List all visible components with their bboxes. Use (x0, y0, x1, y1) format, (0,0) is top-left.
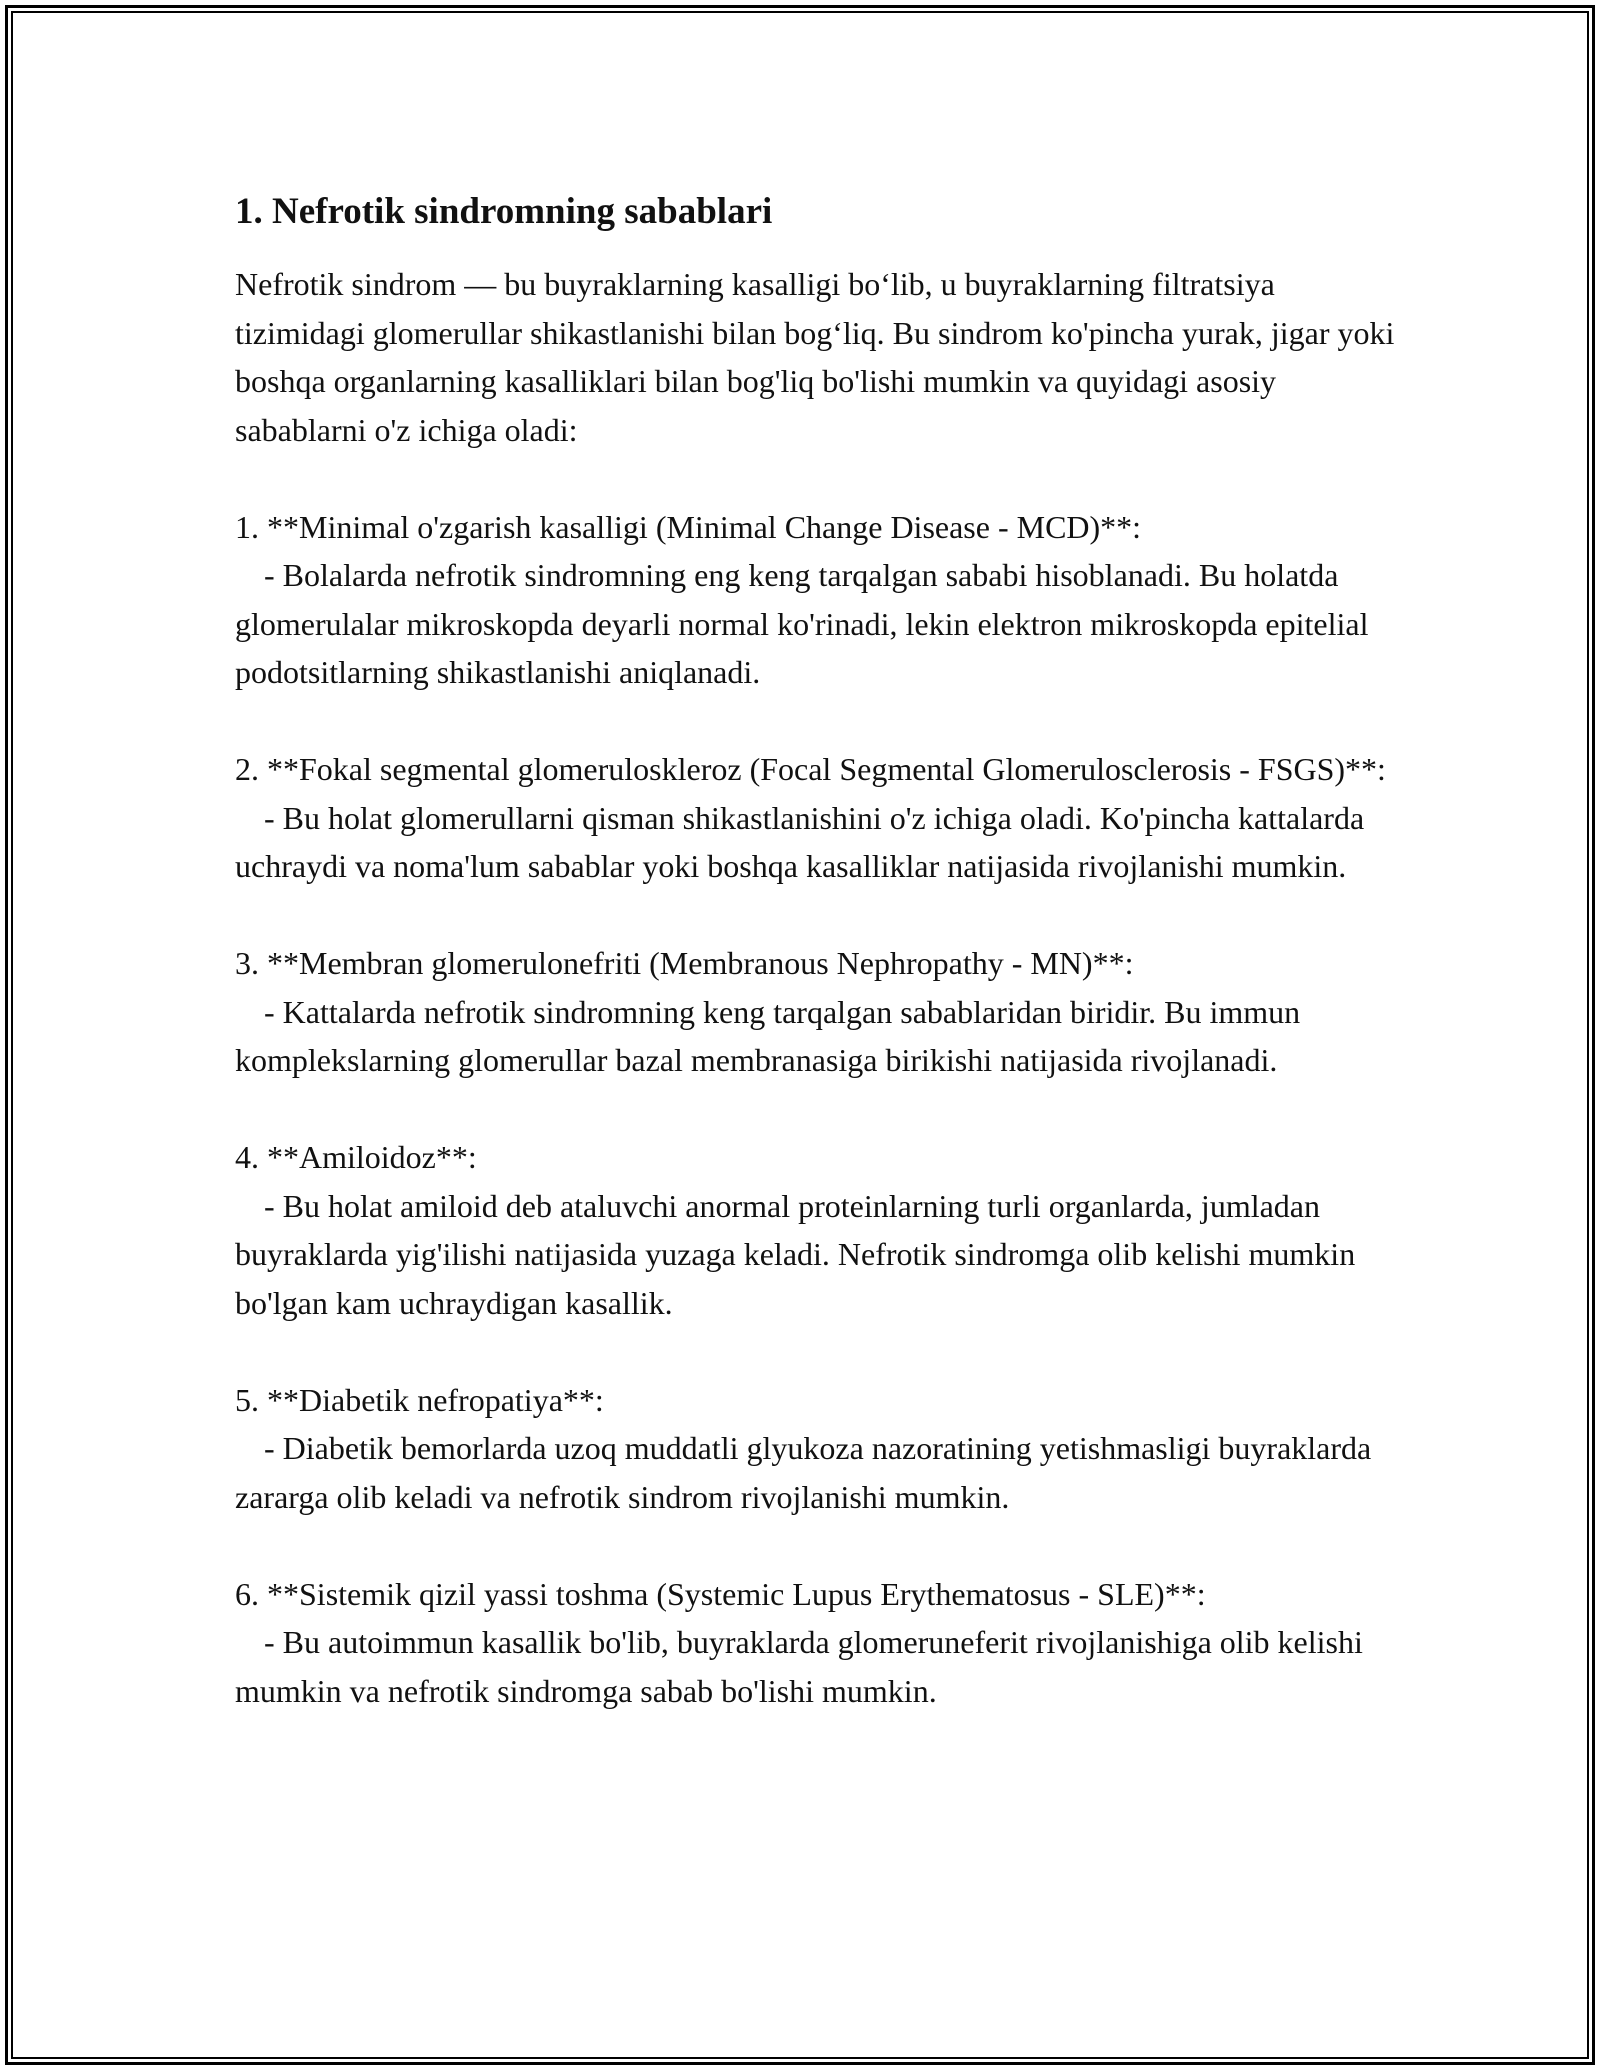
cause-description: - Bu autoimmun kasallik bo'lib, buyraklarda glomeruneferit rivojlanishiga olib kelishi mumkin va nefrotik sindromga sabab bo'lishi mumkin. (235, 1624, 1363, 1709)
cause-description: - Diabetik bemorlarda uzoq muddatli glyukoza nazoratining yetishmasligi buyraklarda zararga olib keladi va nefrotik sindrom rivojlanishi mumkin. (235, 1430, 1372, 1515)
cause-heading: 5. **Diabetik nefropatiya**: (235, 1381, 604, 1418)
document-title: 1. Nefrotik sindromning sabablari (235, 191, 773, 232)
cause-item-3 (235, 939, 1395, 1085)
cause-item-1 (235, 503, 1395, 697)
cause-heading: 3. **Membran glomerulonefriti (Membranous Nephropathy - MN)**: (235, 945, 1134, 981)
cause-description: - Bu holat glomerullarni qisman shikastlanishini o'z ichiga oladi. Ko'pincha kattalarda uchraydi va noma'lum sabablar yoki boshqa kasalliklar natijasida rivojlanishi mumkin. (235, 799, 1365, 884)
cause-item-4 (235, 1133, 1395, 1327)
cause-item-5 (235, 1376, 1395, 1522)
cause-description: - Bolalarda nefrotik sindromning eng keng tarqalgan sababi hisoblanadi. Bu holatda glomerulalar mikroskopda deyarli normal ko'rinadi, lekin elektron mikroskopda epitelial podotsitlarning shikastlanishi aniqlanadi. (235, 557, 1369, 690)
cause-item-6 (235, 1570, 1395, 1716)
cause-heading: 2. **Fokal segmental glomeruloskleroz (Focal Segmental Glomerulosclerosis - FSGS)**: (235, 751, 1386, 787)
cause-heading: 4. **Amiloidoz**: (235, 1139, 477, 1175)
cause-heading: 1. **Minimal o'zgarish kasalligi (Minimal Change Disease - MCD)**: (235, 508, 1142, 545)
intro-paragraph: Nefrotik sindrom — bu buyraklarning kasalligi bo‘lib, u buyraklarning filtratsiya tizimidagi glomerullar shikastlanishi bilan bog‘liq. Bu sindrom ko'pincha yurak, jigar yoki boshqa organlarning kasalliklari bilan bog'liq bo'lishi mumkin va quyidagi asosiy sabablarni o'z ichiga oladi: (235, 266, 1395, 448)
cause-description: - Bu holat amiloid deb ataluvchi anormal proteinlarning turli organlarda, jumladan buyraklarda yig'ilishi natijasida yuzaga keladi. Nefrotik sindromga olib kelishi mumkin bo'lgan kam uchraydigan kasallik. (235, 1187, 1356, 1321)
document-content (235, 186, 1395, 1764)
cause-item-2 (235, 745, 1395, 891)
cause-heading: 6. **Sistemik qizil yassi toshma (Systemic Lupus Erythematosus - SLE)**: (235, 1575, 1206, 1612)
cause-description: - Kattalarda nefrotik sindromning keng tarqalgan sabablaridan biridir. Bu immun komplekslarning glomerullar bazal membranasiga birikishi natijasida rivojlanadi. (235, 993, 1301, 1078)
